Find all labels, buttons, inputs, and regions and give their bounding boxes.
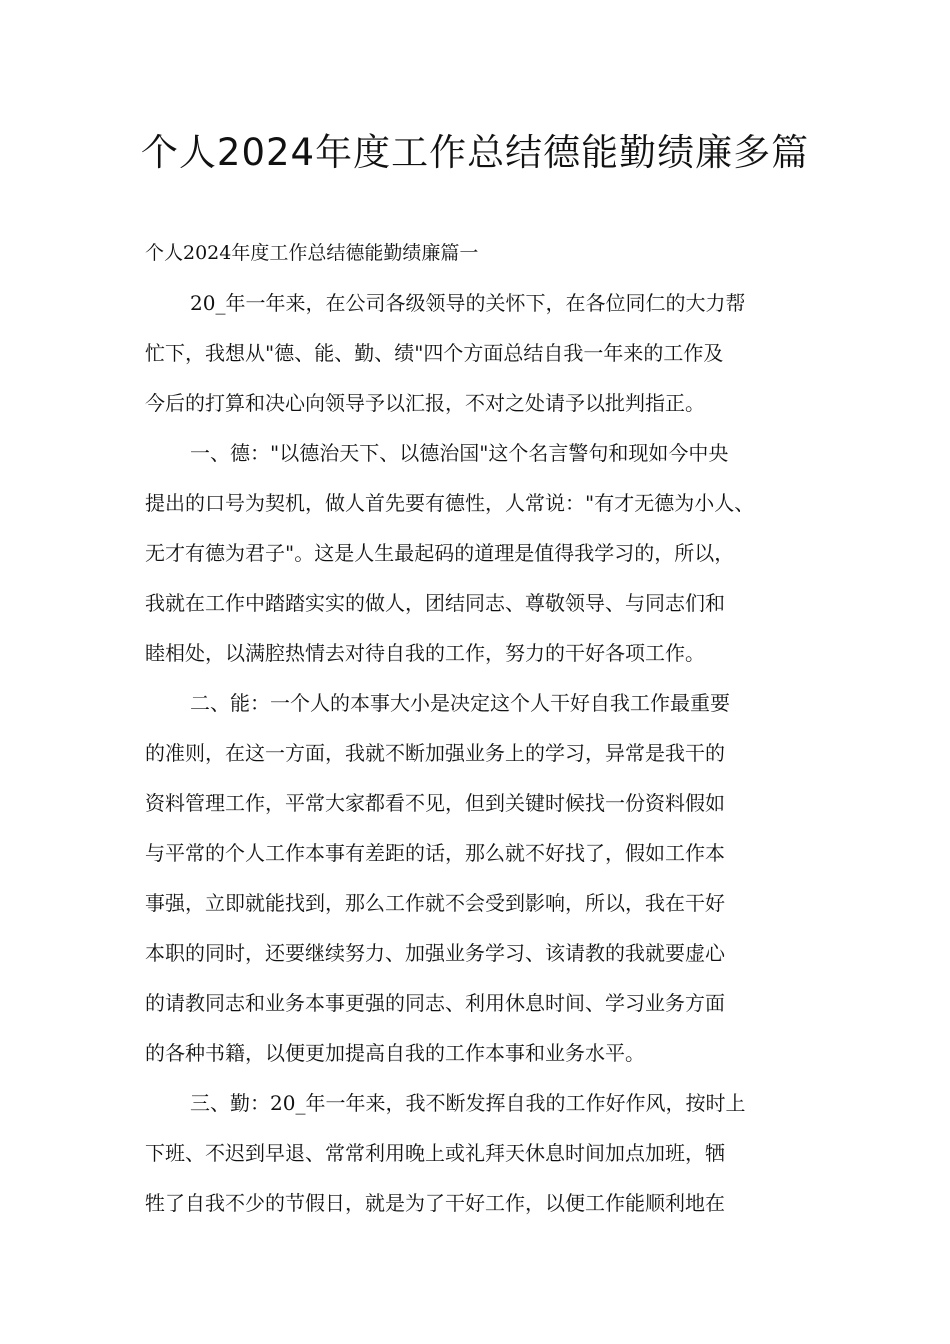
body-line: 三、勤：20_年一年来，我不断发挥自我的工作好作风，按时上: [190, 1091, 746, 1115]
body-line: 忙下，我想从"德、能、勤、绩"四个方面总结自我一年来的工作及: [145, 341, 724, 365]
body-line: 一、德："以德治天下、以德治国"这个名言警句和现如今中央: [190, 441, 729, 465]
body-line: 20_年一年来，在公司各级领导的关怀下，在各位同仁的大力帮: [190, 291, 746, 315]
body-line: 无才有德为君子"。这是人生最起码的道理是值得我学习的，所以，: [145, 541, 735, 565]
document-title: 个人2024年度工作总结德能勤绩廉多篇: [140, 131, 810, 174]
section-subtitle: 个人2024年度工作总结德能勤绩廉篇一: [145, 242, 479, 264]
body-line: 的请教同志和业务本事更强的同志、利用休息时间、学习业务方面: [145, 991, 725, 1015]
body-line: 二、能：一个人的本事大小是决定这个人干好自我工作最重要: [190, 691, 730, 715]
body-line: 本职的同时，还要继续努力、加强业务学习、该请教的我就要虚心: [145, 941, 725, 965]
body-line: 的各种书籍，以便更加提高自我的工作本事和业务水平。: [145, 1041, 645, 1065]
body-line: 睦相处，以满腔热情去对待自我的工作，努力的干好各项工作。: [145, 641, 705, 665]
body-line: 下班、不迟到早退、常常利用晚上或礼拜天休息时间加点加班，牺: [145, 1141, 725, 1165]
body-line: 我就在工作中踏踏实实的做人，团结同志、尊敬领导、与同志们和: [145, 591, 725, 615]
body-line: 今后的打算和决心向领导予以汇报，不对之处请予以批判指正。: [145, 391, 705, 415]
body-line: 与平常的个人工作本事有差距的话，那么就不好找了，假如工作本: [145, 841, 725, 865]
body-line: 事强，立即就能找到，那么工作就不会受到影响，所以，我在干好: [145, 891, 725, 915]
body-line: 的准则，在这一方面，我就不断加强业务上的学习，异常是我干的: [145, 741, 725, 765]
body-line: 牲了自我不少的节假日，就是为了干好工作，以便工作能顺利地在: [145, 1191, 725, 1215]
body-line: 资料管理工作，平常大家都看不见，但到关键时候找一份资料假如: [145, 791, 725, 815]
body-line: 提出的口号为契机，做人首先要有德性，人常说："有才无德为小人、: [145, 491, 755, 515]
